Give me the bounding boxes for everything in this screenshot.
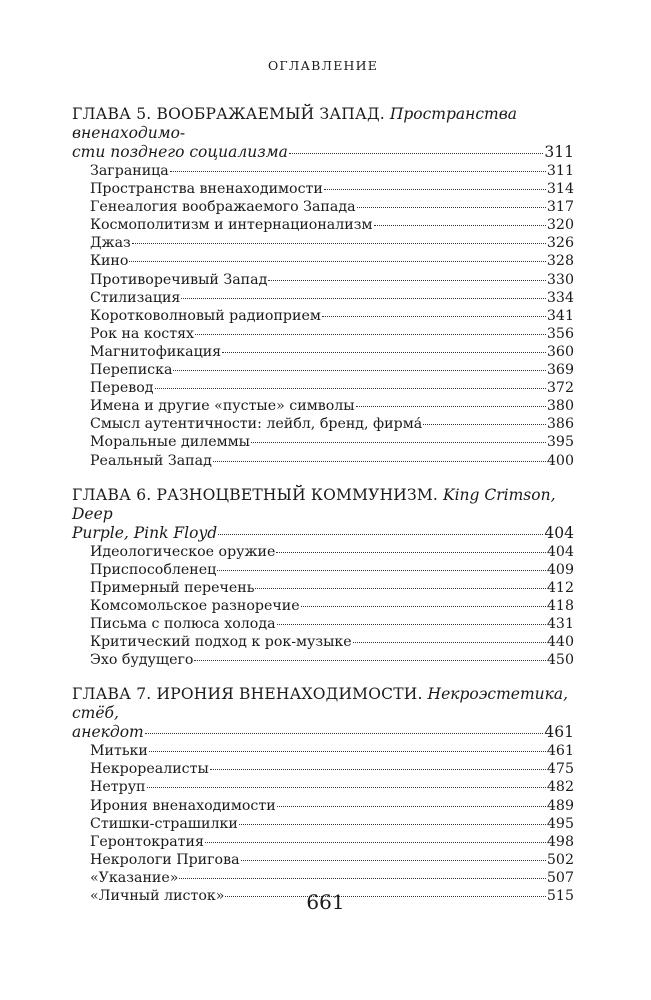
chapter-heading-continuation — [72, 723, 574, 742]
chapter-label: ГЛАВА 5. ВООБРАЖАЕМЫЙ ЗАПАД. — [72, 105, 385, 123]
dot-leader — [268, 280, 546, 281]
toc-entry — [72, 815, 574, 833]
chapter-section — [72, 105, 574, 470]
chapter-heading — [72, 486, 574, 524]
dot-leader — [277, 806, 546, 807]
toc-entry — [72, 597, 574, 615]
dot-leader — [173, 370, 545, 371]
entry-page: 409 — [546, 561, 574, 578]
entry-page: 320 — [546, 217, 574, 234]
dot-leader — [155, 388, 546, 389]
entry-page: 334 — [546, 289, 574, 306]
entry-title: Идеологическое оружие — [90, 543, 276, 560]
toc-entry — [72, 760, 574, 778]
entry-title: Космополитизм и интернационализм — [90, 217, 373, 234]
toc-page — [72, 58, 574, 921]
entry-title: Письма с полюса холода — [90, 615, 276, 632]
entry-title: Имена и другие «пустые» символы — [90, 398, 355, 415]
entry-title: Магнитофикация — [90, 343, 222, 360]
entry-page: 515 — [546, 888, 574, 904]
entry-title: Рок на костях — [90, 325, 195, 342]
running-head: ОГЛАВЛЕНИЕ — [267, 58, 379, 73]
chapter-label: ГЛАВА 6. РАЗНОЦВЕТНЫЙ КОММУНИЗМ. — [72, 485, 439, 504]
toc-entry — [72, 234, 574, 252]
toc-entry — [72, 343, 574, 361]
entry-title: Примерный перечень — [90, 579, 255, 596]
entry-title: Нетруп — [90, 779, 146, 796]
chapter-subtitle: Пространства вненаходимо- — [72, 105, 517, 142]
entry-page: 311 — [546, 163, 574, 179]
entry-page: 461 — [546, 743, 574, 760]
dot-leader — [194, 660, 545, 661]
dot-leader — [353, 642, 546, 643]
chapter-subtitle-cont: анекдот — [72, 723, 144, 742]
entry-page: 317 — [546, 199, 574, 216]
entry-title: Моральные дилеммы — [90, 434, 250, 451]
dot-leader — [374, 225, 546, 226]
toc-entry — [72, 415, 574, 433]
entry-page: 360 — [546, 343, 574, 360]
entry-page: 440 — [546, 634, 574, 651]
entry-title: Коротковолновый радиоприем — [90, 307, 321, 324]
toc-entry — [72, 778, 574, 796]
chapter-section — [72, 685, 574, 905]
toc-entry — [72, 742, 574, 760]
entry-title: Смысл аутентичности: лейбл, бренд, фирма́ — [90, 416, 423, 433]
entry-title: Ирония вненаходимости — [90, 797, 276, 814]
entry-page: 507 — [546, 869, 574, 886]
entry-page: 404 — [546, 543, 574, 560]
toc-entry — [72, 833, 574, 851]
entry-page: 412 — [546, 579, 574, 596]
entry-page: 400 — [546, 452, 574, 469]
entry-title: Комсомольское разноречие — [90, 597, 300, 614]
entry-page: 372 — [546, 380, 574, 397]
dot-leader — [213, 461, 546, 462]
toc-entry — [72, 869, 574, 887]
chapter-heading — [72, 685, 574, 723]
toc-entry — [72, 797, 574, 815]
toc-entry — [72, 162, 574, 180]
chapter-page: 311 — [544, 143, 574, 161]
entry-page: 475 — [546, 761, 574, 778]
chapter-subtitle: Некроэстетика, стёб, — [72, 685, 569, 723]
entry-title: Митьки — [90, 743, 148, 760]
dot-leader — [289, 153, 544, 154]
entry-title: Перевод — [90, 380, 154, 397]
entry-page: 386 — [546, 416, 574, 433]
entry-title: Некрологи Пригова — [90, 851, 240, 868]
chapter-page: 461 — [544, 723, 574, 742]
dot-leader — [423, 424, 546, 425]
toc-entry — [72, 325, 574, 343]
dot-leader — [195, 334, 546, 335]
toc-entry — [72, 216, 574, 234]
entry-title: Критический подход к рок-музыке — [90, 634, 352, 651]
entry-page: 489 — [546, 797, 574, 814]
dot-leader — [222, 352, 546, 353]
dot-leader — [301, 606, 546, 607]
toc-entry — [72, 271, 574, 289]
toc-entry — [72, 543, 574, 561]
chapter-subtitle: King Crimson, Deep — [72, 485, 556, 523]
chapter-heading — [72, 105, 574, 143]
dot-leader — [129, 261, 545, 262]
toc-entry — [72, 289, 574, 307]
table-of-contents — [72, 105, 574, 905]
dot-leader — [255, 588, 545, 589]
entry-page: 369 — [546, 362, 574, 379]
toc-entry — [72, 651, 574, 669]
entry-title: Эхо будущего — [90, 652, 194, 669]
entry-page: 450 — [546, 652, 574, 669]
entry-page: 482 — [546, 779, 574, 796]
toc-entry — [72, 633, 574, 651]
entry-page: 418 — [546, 597, 574, 614]
dot-leader — [276, 552, 546, 553]
entry-page: 395 — [546, 434, 574, 451]
entry-title: Геронтократия — [90, 833, 204, 850]
dot-leader — [251, 442, 546, 443]
page-number: 661 — [306, 890, 345, 914]
chapter-subtitle-cont: Purple, Pink Floyd — [72, 523, 218, 542]
entry-title: Стилизация — [90, 289, 181, 306]
dot-leader — [218, 534, 543, 535]
toc-entry — [72, 198, 574, 216]
entry-page: 495 — [546, 815, 574, 832]
chapter-section — [72, 486, 574, 670]
entry-title: Генеалогия воображаемого Запада — [90, 199, 356, 216]
dot-leader — [277, 624, 546, 625]
entry-page: 341 — [546, 307, 574, 324]
dot-leader — [356, 406, 546, 407]
toc-entry — [72, 579, 574, 597]
entry-page: 314 — [546, 181, 574, 198]
dot-leader — [179, 878, 545, 879]
chapter-heading-continuation — [72, 143, 574, 162]
dot-leader — [149, 751, 546, 752]
entry-title: Пространства вненаходимости — [90, 181, 323, 198]
dot-leader — [147, 787, 546, 788]
toc-entry — [72, 433, 574, 451]
toc-entry — [72, 379, 574, 397]
entry-title: Приспособленец — [90, 561, 217, 578]
dot-leader — [322, 316, 546, 317]
dot-leader — [205, 842, 546, 843]
toc-entry — [72, 307, 574, 325]
entry-title: Джаз — [90, 235, 131, 252]
entry-page: 498 — [546, 833, 574, 850]
toc-entry — [72, 561, 574, 579]
entry-title: Реальный Запад — [90, 452, 212, 469]
dot-leader — [170, 171, 546, 172]
entry-page: 380 — [546, 398, 574, 415]
entry-title: Переписка — [90, 362, 173, 379]
toc-entry — [72, 615, 574, 633]
toc-entry — [72, 851, 574, 869]
entry-title: Заграница — [90, 163, 169, 179]
chapter-label: ГЛАВА 7. ИРОНИЯ ВНЕНАХОДИМОСТИ. — [72, 685, 423, 704]
dot-leader — [357, 207, 546, 208]
entry-title: «Указание» — [90, 869, 179, 886]
entry-title: Стишки-страшилки — [90, 815, 238, 832]
dot-leader — [239, 824, 546, 825]
entry-title: Противоречивый Запад — [90, 271, 268, 288]
entry-page: 356 — [546, 325, 574, 342]
entry-page: 328 — [546, 253, 574, 270]
toc-entry — [72, 361, 574, 379]
entry-page: 330 — [546, 271, 574, 288]
entry-page: 326 — [546, 235, 574, 252]
toc-entry — [72, 252, 574, 270]
entry-page: 502 — [546, 851, 574, 868]
entry-page: 431 — [546, 615, 574, 632]
entry-title: Некрореалисты — [90, 761, 209, 778]
chapter-page: 404 — [544, 523, 574, 542]
toc-entry — [72, 180, 574, 198]
dot-leader — [217, 570, 546, 571]
dot-leader — [145, 733, 544, 734]
toc-entry — [72, 452, 574, 470]
dot-leader — [181, 298, 546, 299]
dot-leader — [324, 189, 546, 190]
toc-entry — [72, 397, 574, 415]
entry-title: «Личный листок» — [90, 888, 225, 904]
dot-leader — [210, 769, 546, 770]
chapter-subtitle-cont: сти позднего социализма — [72, 143, 288, 161]
chapter-heading-continuation — [72, 524, 574, 543]
dot-leader — [132, 243, 546, 244]
entry-title: Кино — [90, 253, 129, 270]
dot-leader — [241, 860, 546, 861]
